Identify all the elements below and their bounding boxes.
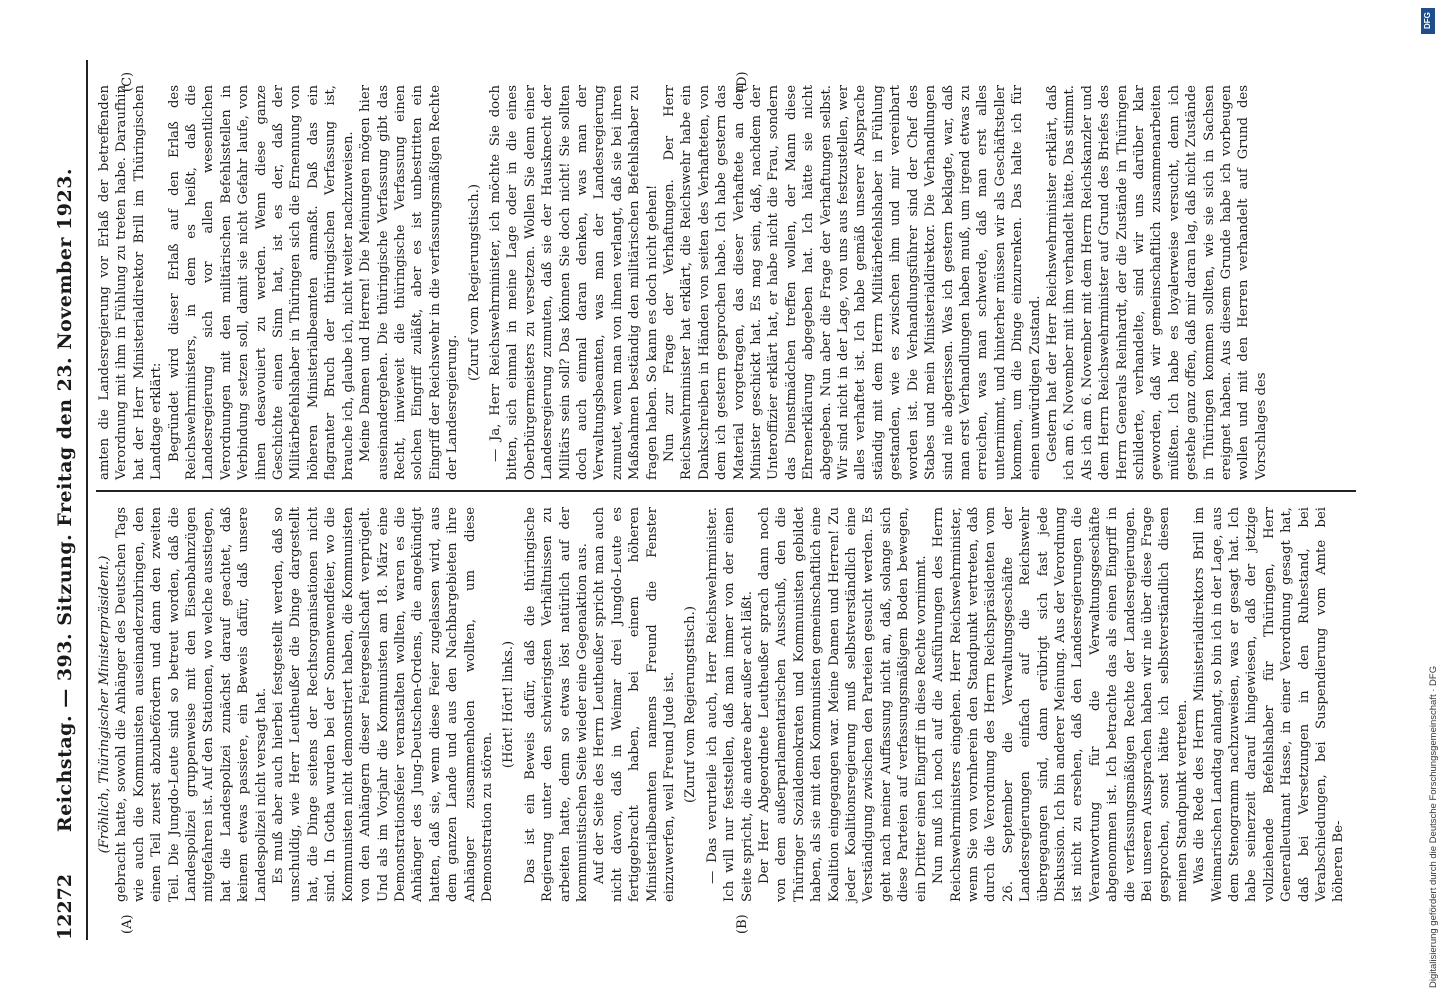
page-number: 12272	[54, 873, 76, 940]
paragraph: — Das verurteile ich auch, Herr Reichswehrminister. Ich will nur feststellen, daß man immer von der einen Seite spricht, die andere aber außer acht läßt.	[704, 507, 755, 902]
paragraph: Der Herr Abgeordnete Leutheußer sprach dann noch von dem außerparlamentarischen Ausschuß, den die Thüringer Sozialdemokraten und Kommunisten gebildet haben, als sie mit den Kommunisten gemeinschaftlich eine Koalition eingegangen war. Meine Damen und Herren! Zu jeder Koalitionsregierung muß selbstverständlich eine Verständigung zwischen den Parteien gesucht werden. Es geht nach meiner Auffassung nicht an, daß, solange sich diese Parteien auf verfassungsmäßigem Boden bewegen, ein Dritter einen Eingriff in diese Rechte vornimmt.	[757, 507, 929, 902]
paragraph: Auf der Seite des Herrn Leutheußer spricht man auch nicht davon, daß in Weimar drei Jungdo-Leute es fertiggebracht haben, bei einem höheren Ministerialbeamten namens Freund die Fenster einzuwerfen, weil Freund Jude ist.	[592, 507, 677, 902]
column-separator	[96, 490, 1356, 492]
paragraph: Meine Damen und Herren! Die Meinungen mögen hier auseinandergehen. Die thüringische Verfassung gibt das Recht, inwieweit die thüringische Verfassung einen solchen Eingriff zuläßt, aber es ist unbestritten ein Eingriff der Reichswehr in die verfassungsmäßigen Rechte der Landesregierung.	[358, 85, 461, 480]
paragraph: Was die Rede des Herrn Ministerialdirektors Brill im Weimarischen Landtag anlangt, so bin ich in der Lage, aus dem Stenogramm nachzuweisen, was er gesagt hat. Ich habe seinerzeit darauf hingewiesen, daß der jetzige vollziehende Befehlshaber für Thüringen, Herr Generalleutnant Hasse, in einer Verordnung gesagt hat, daß bei Versetzungen in den Ruhestand, bei Verabschiedungen, bei Suspendierung vom Amte bei höheren Be-	[1192, 507, 1347, 902]
paragraph: Es muß aber auch hierbei festgestellt werden, daß so unschuldig, wie Herr Leutheußer die Dinge dargestellt hat, die Dinge seitens der Rechtsorganisationen nicht sind. In Gotha wurden bei der Sonnenwendfeier, wo die Kommunisten nicht demonstriert haben, die Kommunisten von den Anhängern dieser Feiergesellschaft verprügelt. Und als im Vorjahr die Kommunisten am 18. März eine Demonstrationsfeier veranstalten wollten, waren es die Anhänger des Jung-Deutschen-Ordens, die angekündigt hatten, daß sie, wenn diese Feier zugelassen wird, aus dem ganzen Lande und aus den Nachbargebieten ihre Anhänger zusammenholen wollten, um diese Demonstration zu stören.	[271, 507, 495, 902]
digitization-credit: Digitalisierung gefördert durch die Deutsche Forschungsgemeinschaft · DFG	[1428, 665, 1439, 988]
paragraph: gebracht hatte, sowohl die Anhänger des Deutschen Tags wie auch die Kommunisten auseinanderzubringen, den einen Teil zuerst abzubefördern und dann den zweiten Teil. Die Jungdo-Leute sind so betreut worden, daß die Landespolizei gruppenweise mit den Eisenbahnzügen mitgefahren ist. Auf den Stationen, wo welche ausstiegen, hat die Landespolizei zunächst darauf geachtet, daß keinem etwas passiere, ein Beweis dafür, daß unsere Landespolizei nicht versagt hat.	[114, 507, 269, 902]
speaker-line: (Fröhlich, Thüringischer Ministerpräsident.)	[97, 555, 112, 854]
quoted-paragraph: Begründet wird dieser Erlaß auf den Erlaß des Reichswehrministers, in dem es heißt, daß die Landesregierung sich vor allen wesentlichen Verordnungen mit den militärischen Befehlsstellen in Verbindung setzen soll, damit sie nicht Gefahr laufe, von ihnen desavouiert zu werden. Wenn diese ganze Geschichte einen Sinn hat, ist es der, daß der Militärbefehlshaber in Thüringen sich die Ernennung von höheren Ministerialbeamten anmaßt. Daß das ein flagranter Bruch der thüringischen Verfassung ist, brauche ich, glaube ich, nicht weiter nachzuweisen.	[166, 85, 356, 480]
dfg-logo: DFG	[1421, 8, 1435, 34]
credit-strip	[1420, 8, 1442, 993]
paragraph: — Ja, Herr Reichswehrminister, ich möchte Sie doch bitten, sich einmal in meine Lage oder in die eines Oberbürgermeisters zu versetzen. Wollen Sie denn einer Landesregierung zumuten, daß sie der Hausknecht der Militärs sein soll? Das können Sie doch nicht! Sie sollten doch auch einmal daran denken, was man der Verwaltungsbeamten, was man der Landesregierung zumutet, wenn man von ihnen verlangt, daß sie bei ihren Maßnahmen beständig den militärischen Befehlshaber zu fragen haben. So kann es doch nicht gehen!	[487, 85, 660, 480]
interjection: (Zuruf vom Regierungstisch.)	[466, 184, 482, 381]
interjection: (Hört! Hört! links.)	[501, 640, 517, 769]
paragraph: Nun zur Frage der Verhaftungen. Der Herr Reichswehrminister hat erklärt, die Reichswehr habe ein Dankschreiben in Händen von seiten des Verhafteten, von dem ich gestern gesprochen habe. Ich habe gestern das Material vorgetragen, das dieser Verhaftete an den Minister geschickt hat. Es mag sein, daß, nachdem der Unteroffizier erklärt hat, er habe nicht die Frau, sondern das Dienstmädchen treffen wollen, der Mann diese Ehrenerklärung abgegeben hat. Ich hätte sie nicht abgegeben. Nun aber die Frage der Verhaftungen selbst. Wir sind nicht in der Lage, von uns aus festzustellen, wer alles verhaftet ist. Ich habe gemäß unserer Absprache ständig mit dem Herrn Militärbefehlshaber in Fühlung gestanden, wie es zwischen ihm und mir vereinbart worden ist. Die Verhandlungsführer sind der Chef des Stabes und mein Ministerialdirektor. Die Verhandlungen sind nie abgerissen. Was ich gestern beklagte, war, daß man erst Verhandlungen haben muß, um irgend etwas zu erreichen, was man schwerde, daß man erst alles unternimmt, und hinterher müssen wir als Geschäftsteller kommen, um die Dinge einzurenken. Das halte ich für einen unwürdigen Zustand.	[662, 85, 1043, 480]
margin-marker-d: (D)	[735, 71, 750, 92]
paragraph: Das ist ein Beweis dafür, daß die thüringische Regierung unter den schwierigsten Verhältnissen zu arbeiten hatte, denn so etwas löst natürlich auf der kommunistischen Seite wieder eine Gegenaktion aus.	[522, 507, 590, 902]
page-title: Reichstag. — 393. Sitzung. Freitag den 23. November 1923.	[54, 167, 76, 833]
paragraph: Gestern hat der Herr Reichswehrminister erklärt, daß ich am 6. November mit ihm verhandelt hätte. Das stimmt. Als ich am 6. November mit dem Herrn Reichskanzler und dem Herrn Reichswehrminister auf Grund des Briefes des Herrn Generals Reinhardt, der die Zustände in Thüringen schilderte, verhandelte, sind wir uns darüber klar geworden, daß wir gemeinschaftlich zusammenarbeiten müßten. Ich habe es loyalerweise versucht, denn ich gestehe ganz offen, daß mir daran lag, daß nicht Zustände in Thüringen kommen sollten, wie sie sich in Sachsen ereignet haben. Aus diesem Grunde habe ich vorbeugen wollen und mit den Herren verhandelt auf Grund des Vorschlages des	[1044, 85, 1269, 480]
paragraph: Nun muß ich noch auf die Ausführungen des Herrn Reichswehrministers eingehen. Herr Reichswehrminister, wenn Sie von vornherein den Standpunkt vertreten, daß durch die Verordnung des Herrn Reichspräsidenten vom 26. September die Verwaltungsgeschäfte der Landesregierungen einfach auf die Reichswehr übergegangen sind, dann erübrigt sich fast jede Diskussion. Ich bin anderer Meinung. Aus der Verordnung ist nicht zu ersehen, daß den Landesregierungen die Verantwortung für die Verwaltungsgeschäfte abgenommen ist. Ich betrachte das als einen Eingriff in die verfassungsmäßigen Rechte der Landesregierungen. Bei unseren Aussprachen haben wir nie über diese Frage gesprochen, sonst hätte ich selbstverständlich diesen meinen Standpunkt vertreten.	[931, 507, 1190, 902]
interjection: (Zuruf vom Regierungstisch.)	[683, 606, 699, 803]
header-rule	[86, 60, 88, 940]
margin-marker-c: (C)	[120, 71, 135, 92]
text-column-right	[96, 85, 1356, 480]
page-header	[46, 60, 86, 940]
margin-marker-a: (A)	[120, 914, 135, 934]
text-column-left	[96, 507, 1356, 902]
margin-marker-b: (B)	[735, 914, 750, 934]
paragraph: amten die Landesregierung vor Erlaß der betreffenden Verordnung mit ihm in Fühlung zu treten habe. Daraufhin hat der Herr Ministerialdirektor Brill im Thüringischen Landtage erklärt:	[97, 85, 165, 480]
